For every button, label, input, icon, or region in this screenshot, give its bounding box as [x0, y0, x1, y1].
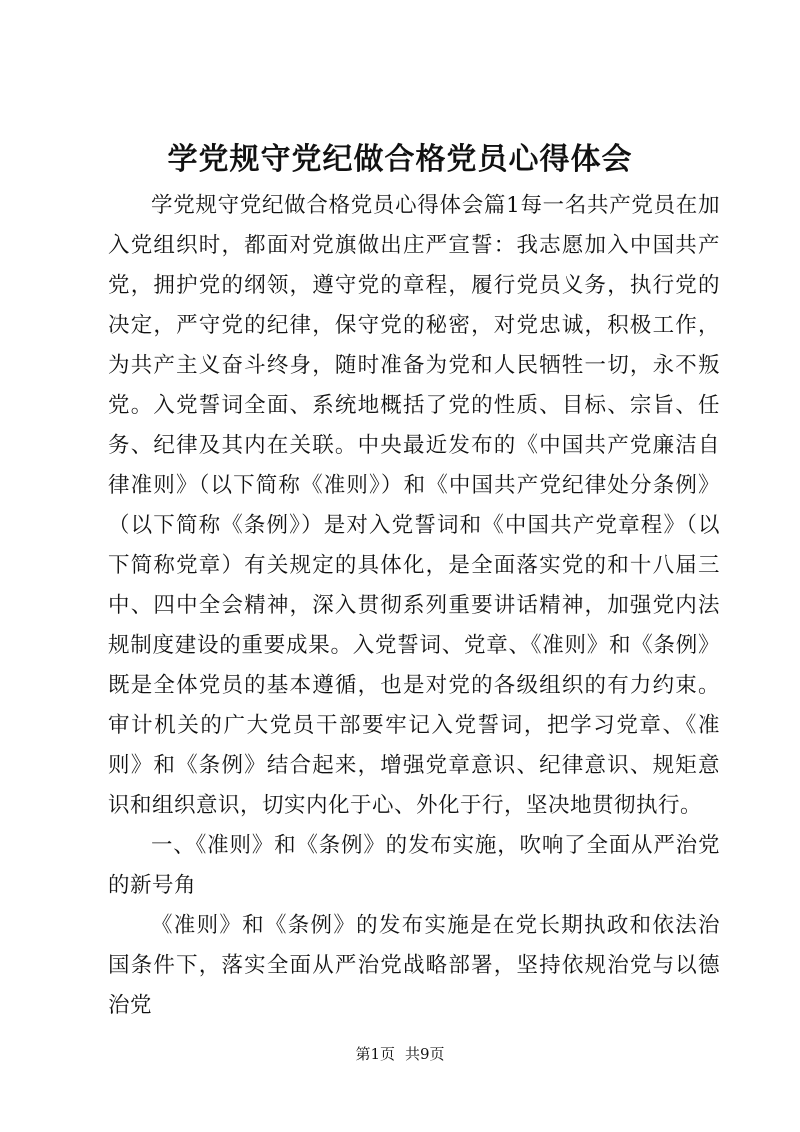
document-body — [108, 186, 720, 1026]
document-title: 学党规守党纪做合格党员心得体会 — [167, 142, 633, 177]
page-footer — [0, 1044, 800, 1064]
page-number: 第1页 — [355, 1045, 395, 1063]
page-total: 共9页 — [405, 1045, 445, 1063]
paragraph-3: 《准则》和《条例》的发布实施是在党长期执政和依法治国条件下，落实全面从严治党战略部署，坚持依规治党与以德治党 — [108, 913, 720, 1018]
paragraph-1: 学党规守党纪做合格党员心得体会篇1每一名共产党员在加入党组织时，都面对党旗做出庄严宣誓：我志愿加入中国共产党，拥护党的纲领，遵守党的章程，履行党员义务，执行党的决定，严守党的纪律，保守党的秘密，对党忠诚，积极工作，为共产主义奋斗终身，随时准备为党和人民牺牲一切，永不叛党。入党誓词全面、系统地概括了党的性质、目标、宗旨、任务、纪律及其内在关联。中央最近发布的《中国共产党廉洁自律准则》（以下简称《准则》）和《中国共产党纪律处分条例》（以下简称《条例》）是对入党誓词和《中国共产党章程》（以下简称党章）有关规定的具体化，是全面落实党的和十八届三中、四中全会精神，深入贯彻系列重要讲话精神，加强党内法规制度建设的重要成果。入党誓词、党章、《准则》和《条例》既是全体党员的基本遵循，也是对党的各级组织的有力约束。审计机关的广大党员干部要牢记入党誓词，把学习党章、《准则》和《条例》结合起来，增强党章意识、纪律意识、规矩意识和组织意识，切实内化于心、外化于行，坚决地贯彻执行。 — [108, 193, 720, 818]
paragraph-2-section-heading: 一、《准则》和《条例》的发布实施，吹响了全面从严治党的新号角 — [108, 833, 720, 898]
